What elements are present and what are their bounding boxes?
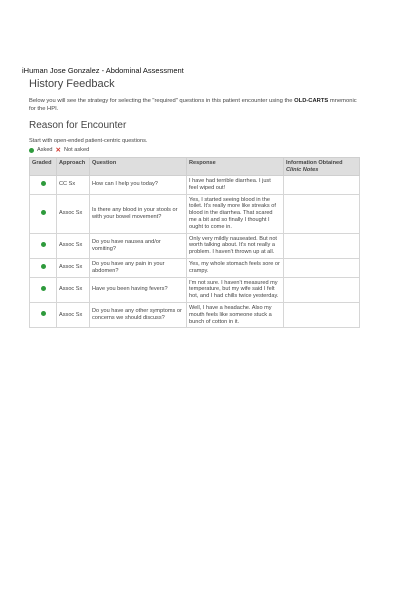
graded-cell	[30, 277, 57, 302]
approach-cell: CC Sx	[57, 176, 90, 195]
intro-strong: OLD-CARTS	[294, 98, 329, 104]
table-row	[30, 194, 360, 233]
response-cell: I have had terrible diarrhea. I just feel wiped out!	[187, 176, 284, 195]
graded-cell	[30, 233, 57, 258]
response-cell: I'm not sure. I haven't measured my temperature, but my wife said I felt hot, and I had chills twice yesterday.	[187, 277, 284, 302]
col-approach: Approach	[57, 158, 90, 176]
col-response: Response	[187, 158, 284, 176]
response-cell: Yes, I started seeing blood in the toilet. It's really more like streaks of blood in the diarrhea. That scared me a bit and so finally I thought I ought to come in.	[187, 194, 284, 233]
notes-cell	[284, 302, 360, 327]
col-info-title: Information Obtained	[286, 160, 343, 166]
asked-dot-icon	[41, 181, 46, 186]
question-cell: Do you have nausea and/or vomiting?	[90, 233, 187, 258]
notes-cell	[284, 176, 360, 195]
table-row	[30, 302, 360, 327]
col-question: Question	[90, 158, 187, 176]
asked-dot-icon	[41, 242, 46, 247]
legend	[29, 147, 89, 153]
response-cell: Yes, my whole stomach feels sore or crampy.	[187, 258, 284, 277]
asked-dot-icon	[41, 210, 46, 215]
notes-cell	[284, 258, 360, 277]
table-row	[30, 277, 360, 302]
page-title: History Feedback	[29, 78, 115, 90]
graded-cell	[30, 194, 57, 233]
table-header-row	[30, 158, 360, 176]
approach-cell: Assoc Sx	[57, 277, 90, 302]
asked-dot-icon	[41, 286, 46, 291]
section-title: Reason for Encounter	[29, 120, 127, 131]
question-cell: Is there any blood in your stools or with your bowel movement?	[90, 194, 187, 233]
response-cell: Well, I have a headache. Also my mouth feels like someone stuck a bunch of cotton in it.	[187, 302, 284, 327]
approach-cell: Assoc Sx	[57, 194, 90, 233]
asked-dot-icon	[29, 148, 34, 153]
question-cell: Have you been having fevers?	[90, 277, 187, 302]
graded-cell	[30, 176, 57, 195]
legend-not-asked-label: Not asked	[64, 147, 90, 153]
approach-cell: Assoc Sx	[57, 302, 90, 327]
asked-dot-icon	[41, 311, 46, 316]
table-row	[30, 233, 360, 258]
instruction-text: Start with open-ended patient-centric questions.	[29, 138, 148, 144]
question-cell: Do you have any other symptoms or concerns we should discuss?	[90, 302, 187, 327]
col-graded: Graded	[30, 158, 57, 176]
intro-text-before: Below you will see the strategy for selecting the "required" questions in this patient encounter using the	[29, 98, 295, 104]
intro-text	[29, 97, 359, 113]
approach-cell: Assoc Sx	[57, 258, 90, 277]
question-cell: Do you have any pain in your abdomen?	[90, 258, 187, 277]
asked-dot-icon	[41, 264, 46, 269]
question-cell: How can I help you today?	[90, 176, 187, 195]
approach-cell: Assoc Sx	[57, 233, 90, 258]
col-info-sub: Clinic Notes	[286, 166, 319, 173]
table-row	[30, 258, 360, 277]
graded-cell	[30, 258, 57, 277]
not-asked-x-icon: ✕	[55, 146, 61, 154]
response-cell: Only very mildly nauseated. But not worth talking about. It's not really a problem. I haven't thrown up at all.	[187, 233, 284, 258]
graded-cell	[30, 302, 57, 327]
intro-text-after: mnemonic for the HPI.	[29, 98, 357, 112]
col-info	[284, 158, 360, 176]
notes-cell	[284, 233, 360, 258]
notes-cell	[284, 194, 360, 233]
reason-for-encounter-table	[29, 157, 360, 328]
legend-asked-label: Asked	[37, 147, 53, 153]
document-header: iHuman Jose Gonzalez - Abdominal Assessment	[22, 66, 184, 75]
table-row	[30, 176, 360, 195]
notes-cell	[284, 277, 360, 302]
